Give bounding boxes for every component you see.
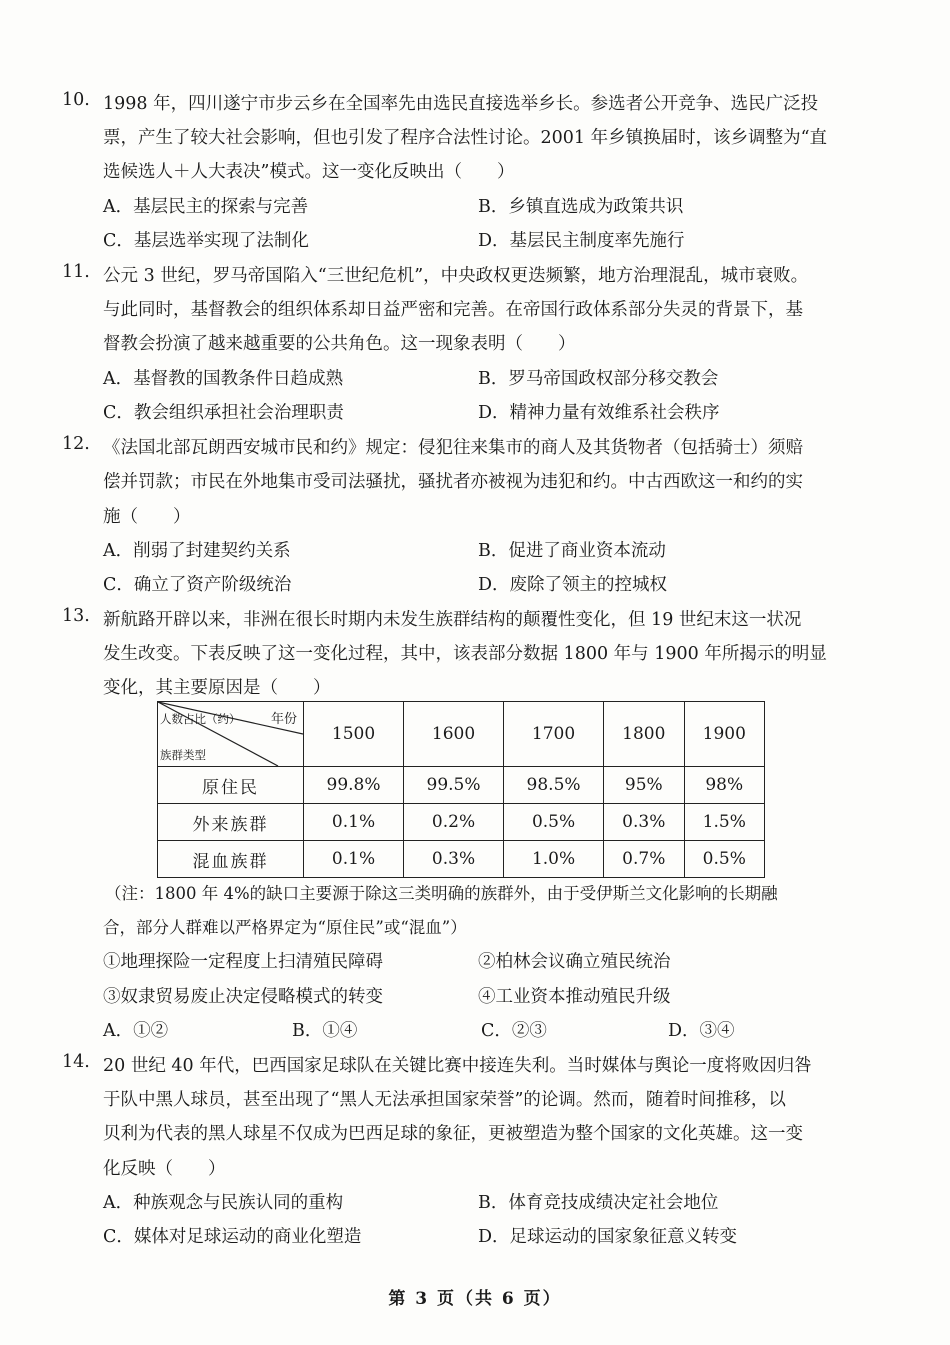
table-cell: 1.5%: [684, 804, 764, 841]
table-cell: 0.3%: [604, 804, 684, 841]
page-footer: 第 3 页（共 6 页）: [388, 1289, 562, 1309]
question-text-line: 1998 年，四川遂宁市步云乡在全国率先由选民直接选举乡长。参选者公开竞争、选民广泛投: [103, 94, 819, 114]
question-text-line: 于队中黑人球员，甚至出现了“黑人无法承担国家荣誉”的论调。然而，随着时间推移，以: [103, 1090, 786, 1110]
question-text-line: 《法国北部瓦朗西安城市民和约》规定：侵犯往来集市的商人及其货物者（包括骑士）须赔: [103, 438, 803, 458]
statement-1: ①地理探险一定程度上扫清殖民障碍: [103, 952, 383, 972]
option-d[interactable]: D．废除了领主的控城权: [478, 575, 668, 595]
question-text-line: 化反映（ ）: [103, 1159, 226, 1179]
question-number: 12.: [62, 434, 90, 454]
question-text-line: 偿并罚款；市民在外地集市受司法骚扰，骚扰者亦被视为违犯和约。中古西欧这一和约的实: [103, 472, 803, 492]
question-number: 10.: [62, 90, 90, 110]
table-cell: 0.1%: [304, 804, 404, 841]
table-cell: 98%: [684, 767, 764, 804]
option-c[interactable]: C．媒体对足球运动的商业化塑造: [103, 1227, 362, 1247]
question-text-line: 变化，其主要原因是（ ）: [103, 678, 331, 698]
option-b[interactable]: B．①④: [292, 1021, 358, 1041]
question-text-line: 新航路开辟以来，非洲在很长时期内未发生族群结构的颠覆性变化，但 19 世纪末这一状况: [103, 610, 802, 630]
table-row: [158, 767, 765, 804]
table-cell: 0.1%: [304, 841, 404, 878]
statement-2: ②柏林会议确立殖民统治: [478, 952, 671, 972]
question-text-line: 选候选人＋人大表决”模式。这一变化反映出（ ）: [103, 162, 515, 182]
year-cell: 1500: [304, 702, 404, 767]
header-group-label: 族群类型: [160, 748, 206, 762]
table-cell: 0.3%: [404, 841, 504, 878]
year-cell: 1700: [504, 702, 604, 767]
question-number: 13.: [62, 606, 90, 626]
option-a[interactable]: A．种族观念与民族认同的重构: [103, 1193, 344, 1213]
option-c[interactable]: C．基层选举实现了法制化: [103, 231, 309, 251]
table-note-line: 合，部分人群难以严格界定为“原住民”或“混血”）: [103, 918, 467, 937]
header-year-label: 年份: [270, 712, 297, 727]
question-text-line: 公元 3 世纪，罗马帝国陷入“三世纪危机”，中央政权更迭频繁，地方治理混乱，城市衰败。: [103, 266, 809, 286]
option-d[interactable]: D．③④: [668, 1021, 735, 1041]
option-a[interactable]: A．①②: [103, 1021, 169, 1041]
table-cell: 0.5%: [504, 804, 604, 841]
option-b[interactable]: B．促进了商业资本流动: [478, 541, 666, 561]
table-cell: 99.5%: [404, 767, 504, 804]
option-a[interactable]: A．削弱了封建契约关系: [103, 541, 291, 561]
year-cell: 1900: [684, 702, 764, 767]
question-text-line: 与此同时，基督教会的组织体系却日益严密和完善。在帝国行政体系部分失灵的背景下，基: [103, 300, 803, 320]
row-label: 外来族群: [158, 804, 304, 841]
population-table: [157, 701, 765, 878]
table-cell: 95%: [604, 767, 684, 804]
table-row: [158, 804, 765, 841]
table-cell: 0.2%: [404, 804, 504, 841]
question-text-line: 发生改变。下表反映了这一变化过程，其中，该表部分数据 1800 年与 1900 年所揭示的明显: [103, 644, 827, 664]
option-c[interactable]: C．教会组织承担社会治理职责: [103, 403, 344, 423]
option-b[interactable]: B．体育竞技成绩决定社会地位: [478, 1193, 719, 1213]
table-cell: 0.7%: [604, 841, 684, 878]
option-a[interactable]: A．基督教的国教条件日趋成熟: [103, 369, 344, 389]
year-cell: 1600: [404, 702, 504, 767]
option-a[interactable]: A．基层民主的探索与完善: [103, 197, 309, 217]
table-note-line: （注：1800 年 4%的缺口主要源于除这三类明确的族群外，由于受伊斯兰文化影响的长期融: [105, 884, 778, 903]
statement-4: ④工业资本推动殖民升级: [478, 987, 671, 1007]
option-c[interactable]: C．确立了资产阶级统治: [103, 575, 292, 595]
option-c[interactable]: C．②③: [481, 1021, 547, 1041]
header-ratio-label: 人数占比（约）: [160, 712, 241, 726]
option-d[interactable]: D．基层民主制度率先施行: [478, 231, 685, 251]
table-cell: 0.5%: [684, 841, 764, 878]
question-text-line: 20 世纪 40 年代，巴西国家足球队在关键比赛中接连失利。当时媒体与舆论一度将败因归咎: [103, 1056, 812, 1076]
row-label: 混血族群: [158, 841, 304, 878]
question-text-line: 票，产生了较大社会影响，但也引发了程序合法性讨论。2001 年乡镇换届时，该乡调整为“直: [103, 128, 828, 148]
table-cell: 98.5%: [504, 767, 604, 804]
question-number: 11.: [62, 262, 90, 282]
table-row: [158, 841, 765, 878]
table-cell: 99.8%: [304, 767, 404, 804]
row-label: 原住民: [158, 767, 304, 804]
question-text-line: 贝利为代表的黑人球星不仅成为巴西足球的象征，更被塑造为整个国家的文化英雄。这一变: [103, 1124, 803, 1144]
question-text-line: 施（ ）: [103, 507, 191, 527]
option-d[interactable]: D．足球运动的国家象征意义转变: [478, 1227, 738, 1247]
statement-3: ③奴隶贸易废止决定侵略模式的转变: [103, 987, 383, 1007]
option-b[interactable]: B．罗马帝国政权部分移交教会: [478, 369, 719, 389]
question-text-line: 督教会扮演了越来越重要的公共角色。这一现象表明（ ）: [103, 334, 576, 354]
year-cell: 1800: [604, 702, 684, 767]
option-d[interactable]: D．精神力量有效维系社会秩序: [478, 403, 720, 423]
question-number: 14.: [62, 1052, 90, 1072]
option-b[interactable]: B．乡镇直选成为政策共识: [478, 197, 684, 217]
table-diagonal-header: [158, 702, 304, 767]
table-cell: 1.0%: [504, 841, 604, 878]
